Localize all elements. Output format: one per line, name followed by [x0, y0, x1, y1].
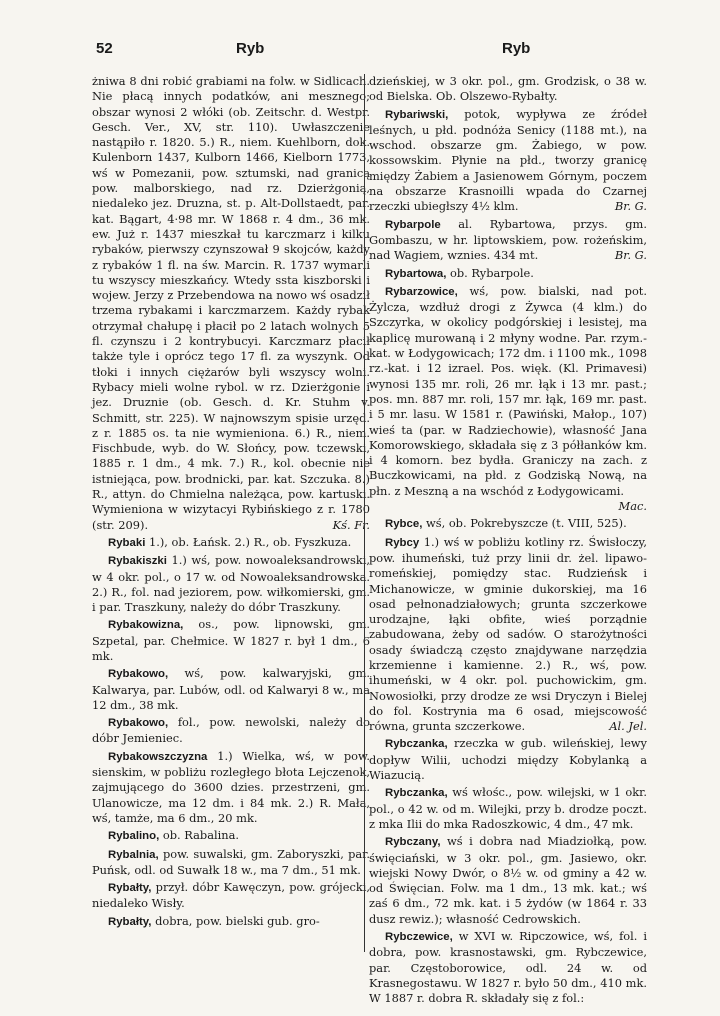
- dictionary-entry: [92, 749, 370, 826]
- entry-text: potok, wypływa ze źródeł leśnych, u płd. podnóża Senicy (1188 mt.), na wschod. obszarze gm. Żabiego, w pow. kossowskim. Płynie na płd., tworzy granicę między Żabiem a Jasienowem Górnym, poczem na obszarze Krasnoilli wpada do Czarnej rzeczki ubiegłszy 4½ klm.: [369, 106, 648, 214]
- entry-text: fol., pow. newolski, należy do dóbr Jemieniec.: [92, 715, 371, 746]
- running-head-right: Ryb: [502, 40, 531, 57]
- entry-headword: Rybakowo,: [108, 717, 169, 730]
- entry-text: przył. dóbr Kawęczyn, pow. grójecki, niedaleko Wisły.: [92, 880, 370, 911]
- left-column: [92, 74, 370, 1014]
- entry-text: al. Rybartowa, przys. gm. Gombaszu, w hr. liptowskiem, pow. rożeńskim, nad Wagiem, wznies. 434 mt.: [369, 216, 647, 263]
- dictionary-entry: [369, 217, 647, 264]
- page-header: [0, 40, 720, 62]
- entry-headword: Rybaki: [108, 536, 146, 549]
- entry-text: 1.) Wielka, wś, w pow. sienskim, w pobliżu rozległego błota Lejczenok, zajmującego do 3600 dzies. przestrzeni, gm. Ulanowicze, ma 12 dm. i 84 mk. 2.) R. Mała, wś, tamże, ma 6 dm., 20 mk.: [92, 748, 371, 825]
- entry-text: wś, pow. bialski, nad pot. Żylcza, wzdłuż drogi z Żywca (4 klm.) do Szczyrka, w okolicy podgórskiej i lesistej, ma kaplicę murowaną i 2 młyny wodne. Par. rzym.-kat. w Łodygowicach; 172 dm. i 1100 mk., 1098 rz.-kat. i 12 izrael. Pos. więk. (Kl. Primavesi) wynosi 135 mr. roli, 26 mr. łąk i 13 mr. past.; pos. mn. 887 mr. roli, 157 mr. łąk, 169 mr. past. i 5 mr. lasu. W 1581 r. (Pawiński, Małop., 107) wieś ta (par. w Radziechowie), własność Jana Komorowskiego, składała się z 3 półłanków km. i 4 komorn. bez bydła. Graniczy na zach. z Buczkowicami, na płd. z Godziską Nową, na płn. z Meszną a na wschód z Łodygowicami.: [369, 283, 647, 498]
- entry-headword: Rybczany,: [385, 836, 441, 849]
- dictionary-entry: [92, 715, 370, 747]
- entry-headword: Rybakowszczyzna: [108, 750, 208, 763]
- dictionary-entry: [369, 516, 647, 532]
- dictionary-entry: [92, 914, 370, 930]
- entry-headword: Rybalino,: [108, 830, 160, 843]
- entry-signature: Al. Jel.: [609, 719, 647, 734]
- entry-text: wś, pow. kalwaryjski, gm. Kalwarya, par. Lubów, odl. od Kalwaryi 8 w., ma 12 dm., 38 mk.: [92, 666, 371, 712]
- entry-text: dzieńskiej, w 3 okr. pol., gm. Grodzisk, o 38 w. od Bielska. Ob. Olszewo-Rybałty.: [369, 74, 647, 104]
- dictionary-entry: [92, 74, 370, 533]
- dictionary-entry: [369, 535, 647, 735]
- dictionary-entry: [369, 736, 647, 783]
- dictionary-entry: [92, 828, 370, 844]
- dictionary-entry: [92, 666, 370, 713]
- entry-text: żniwa 8 dni robić grabiami na folw. w Sidlicach. Nie płacą innych podatków, ani mesznego; obszar wynosi 2 włóki (ob. Zeitschr. d. Westpr. Gesch. Ver., XV, str. 110). Uwłaszczenie nastąpiło r. 1820. 5.) R., niem. Kuehlborn, dok. Kulenborn 1437, Kulborn 1466, Kielborn 1773, wś w Pomezanii, pow. sztumski, nad granicą pow. malborskiego, nad rz. Dzierżgonią, niedaleko jez. Druzna, st. p. Alt-Dollstaedt, par. kat. Bągart, 4·98 mr. W 1868 r. 4 dm., 36 mk. ew. Już r. 1437 mieszkał tu karczmarz i kilku rybaków, pierwszy czynszował 9 skojców, każdy z rybaków 1 fl. na św. Marcin. R. 1737 wymarli tu wszyscy mieszkańcy. Wtedy ssta kiszborski i wojew. Jerzy z Przebendowa na nowo wś osadził trzema rybakami i karczmarzem. Każdy rybak otrzymał chałupę i płacił po 2 latach wolnych 5 fl. czynszu i 2 kontrybucyi. Karczmarz płacił także tyle i oprócz tego 17 fl. za wyszynk. Od tłoki i innych ciężarów byli wszyscy wolni. Rybacy mieli wolne rybol. w rz. Dzierżgonie i jez. Druznie (ob. Gesch. d. Kr. Stuhm v. Schmitt, str. 225). W najnowszym spisie urzęd. z r. 1885 os. ta nie wymieniona. 6.) R., niem. Fischbude, wyb. do W. Słońcy, pow. tczewski, 1885 r. 1 dm., 4 mk. 7.) R., kol. obecnie nie istniejąca, pow. brodnicki, par. kat. Szczuka. 8.) R., attyn. do Chmielna należąca, pow. kartuski. Wymieniona w wizytacyi Rybińskiego z r. 1780 (str. 209).: [92, 74, 370, 532]
- entry-text: wś włośc., pow. wilejski, w 1 okr. pol., o 42 w. od m. Wilejki, przy b. drodze poczt. z mka Ilii do mka Radoszkowic, 4 dm., 47 mk.: [369, 785, 647, 831]
- entry-text: os., pow. lipnowski, gm. Szpetal, par. Chełmice. W 1827 r. był 1 dm., 6 mk.: [92, 617, 370, 663]
- dictionary-entry: [369, 834, 647, 927]
- entry-text: ob. Rabalina.: [162, 828, 240, 843]
- entry-signature: Kś. Fr.: [332, 517, 370, 532]
- entry-text: wś i dobra nad Miadziołką, pow. święciański, w 3 okr. pol., gm. Jasiewo, okr. wiejski Nowy Dwór, o 8½ w. od gminy a 42 w. od Święcian. Folw. ma 1 dm., 13 mk. kat.; wś zaś 6 dm., 72 mk. kat. i 5 żydów (w 1864 r. 33 dusz rewiz.); własność Cedrowskich.: [369, 834, 647, 926]
- entry-headword: Rybakowo,: [108, 668, 169, 681]
- column-divider: [364, 74, 365, 952]
- dictionary-entry: [92, 880, 370, 912]
- dictionary-entry: [369, 266, 647, 282]
- dictionary-entry: [369, 107, 647, 215]
- dictionary-entry: [369, 284, 647, 514]
- dictionary-entry: [92, 617, 370, 664]
- entry-headword: Rybcy: [385, 536, 420, 549]
- entry-headword: Rybariwski,: [385, 108, 449, 121]
- entry-headword: Rybartowa,: [385, 267, 447, 280]
- entry-text: wś, ob. Pokrebyszcze (t. VIII, 525).: [425, 516, 627, 531]
- right-column: [369, 74, 647, 1014]
- dictionary-entry: [92, 535, 370, 551]
- entry-text: 1.) wś, pow. nowoaleksandrowski, w 4 okr. pol., o 17 w. od Nowoaleksandrowska. 2.) R., fol. nad jeziorem, pow. wiłkomierski, gm. i par. Traszkuny, należy do dóbr Traszkuny.: [92, 553, 371, 615]
- entry-text: 1.), ob. Łańsk. 2.) R., ob. Fyszkuza.: [148, 534, 352, 549]
- entry-headword: Rybczanka,: [385, 787, 448, 800]
- entry-headword: Rybczewice,: [385, 931, 453, 944]
- entry-headword: Rybalnia,: [108, 848, 159, 861]
- entry-text: rzeczka w gub. wileńskiej, lewy dopływ Wilii, uchodzi między Kobylanką a Wiazucią.: [369, 736, 647, 783]
- entry-headword: Rybarzowice,: [385, 285, 458, 298]
- entry-headword: Rybczanka,: [385, 738, 448, 751]
- entry-headword: Rybakowizna,: [108, 619, 184, 632]
- entry-headword: Rybałty,: [108, 915, 152, 928]
- entry-text: pow. suwalski, gm. Zaboryszki, par. Puńsk, odl. od Suwałk 18 w., ma 7 dm., 51 mk.: [92, 846, 370, 877]
- dictionary-entry: [369, 785, 647, 832]
- dictionary-entry: [369, 74, 647, 105]
- dictionary-entry: [92, 847, 370, 879]
- entry-text: dobra, pow. bielski gub. gro-: [155, 913, 320, 928]
- entry-headword: Rybarpole: [385, 218, 441, 231]
- entry-headword: Rybce,: [385, 518, 423, 531]
- dictionary-entry: [92, 553, 370, 615]
- entry-headword: Rybakiszki: [108, 555, 167, 568]
- entry-text: w XVI w. Ripczowice, wś, fol. i dobra, pow. krasnostawski, gm. Rybczewice, par. Częstoborowice, odl. 24 w. od Krasnegostawu. W 1827 r. było 50 dm., 410 mk. W 1887 r. dobra R. składały się z fol.:: [369, 929, 647, 1006]
- entry-signature: Br. G.: [614, 248, 647, 263]
- dictionary-entry: [369, 929, 647, 1006]
- entry-text: 1.) wś w pobliżu kotliny rz. Świsłoczy, pow. ihumeński, tuż przy linii dr. żel. lipawo-romeńskiej, pomiędzy stac. Rudzieńsk i Michanowicze, w gminie dukorskiej, ma 16 osad pełnonadziałowych; grunta szczerkowe urodzajne, łąki obfite, wieś porządnie zabudowana, żeby od sadów. O starożytności osady świadczą często znajdywane narzędzia krzemienne i kamienne. 2.) R., wś, pow. ihumeński, w 4 okr. pol. puchowickim, gm. Nowosiołki, przy drodze ze wsi Dryczyn i Bielej do fol. Kostrynia ma 6 osad, miejscowość równa, grunta szczerkowe.: [369, 534, 647, 734]
- entry-signature: Br. G.: [614, 199, 647, 214]
- running-head-left: Ryb: [236, 40, 265, 57]
- entry-signature: Mac.: [618, 499, 647, 514]
- entry-headword: Rybałty,: [108, 882, 152, 895]
- entry-text: ob. Rybarpole.: [450, 265, 534, 280]
- page-number: 52: [96, 40, 113, 57]
